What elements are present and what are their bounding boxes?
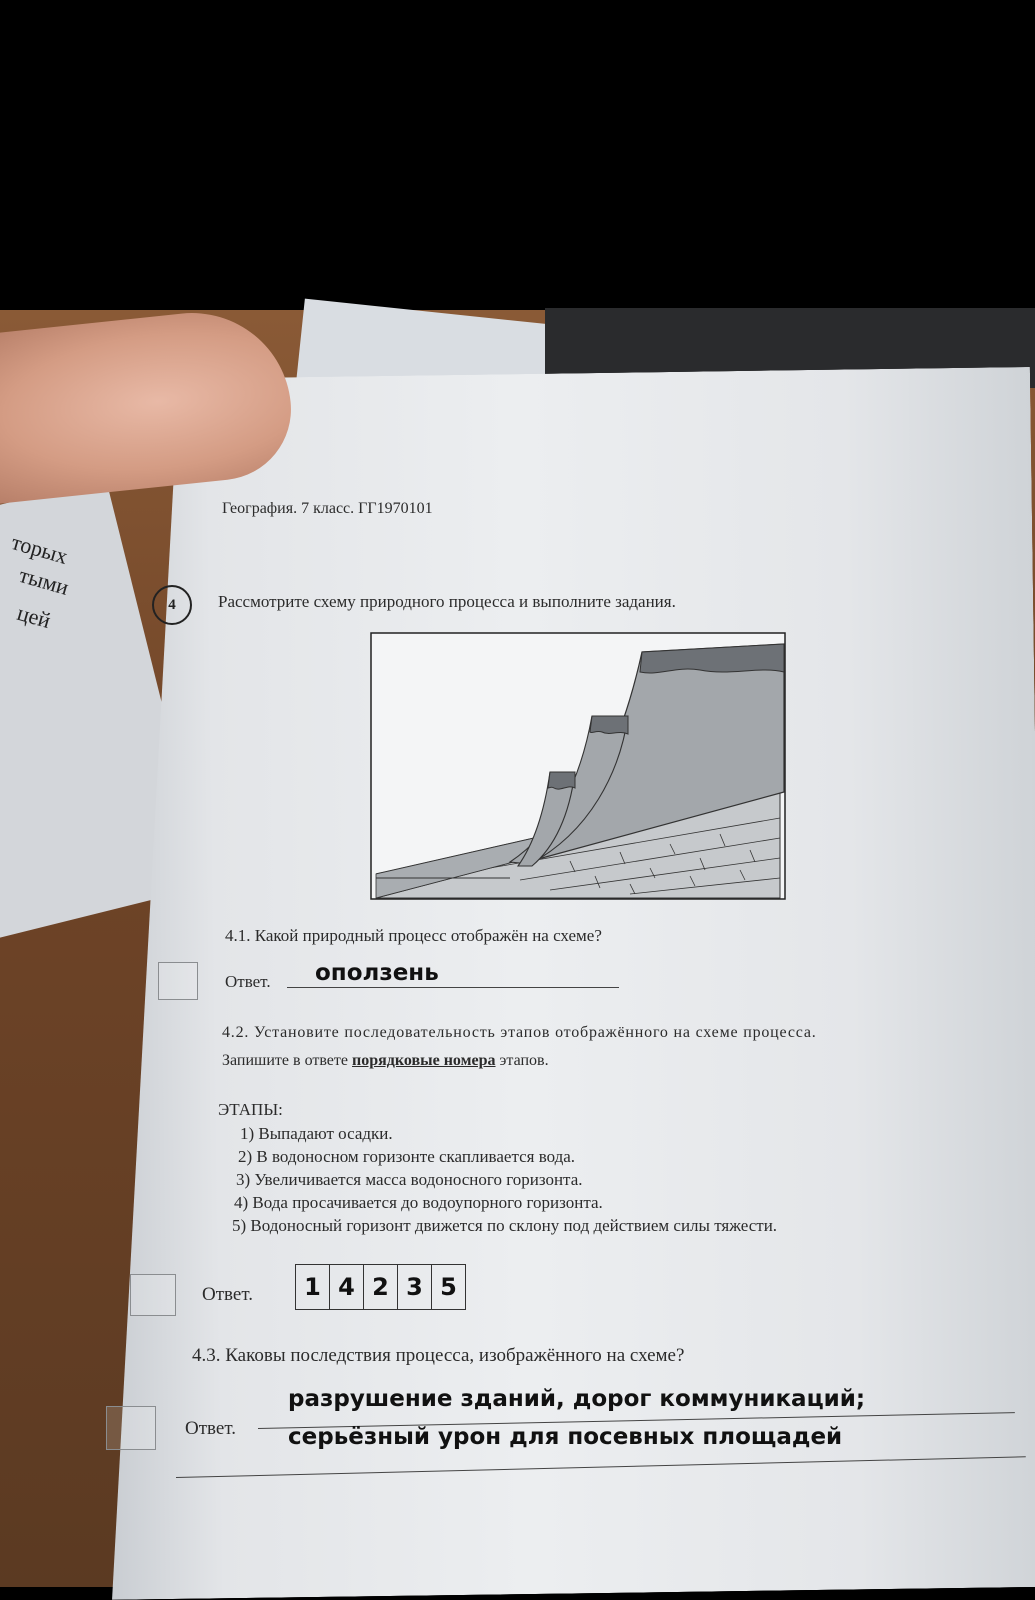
landslide-diagram bbox=[370, 632, 786, 900]
stage-item: 2) В водоносном горизонте скапливается вода. bbox=[238, 1147, 576, 1166]
q42-text-post: этапов. bbox=[495, 1052, 549, 1069]
answer-4-3-line2[interactable]: серьёзный урон для посевных площадей bbox=[288, 1424, 843, 1450]
fragment-text: тыми bbox=[16, 562, 72, 600]
score-box-4-3[interactable] bbox=[106, 1406, 156, 1450]
answer-4-3-line1[interactable]: разрушение зданий, дорог коммуникаций; bbox=[288, 1386, 866, 1412]
page-header: География. 7 класс. ГГ1970101 bbox=[222, 500, 433, 517]
answer-cell[interactable]: 2 bbox=[364, 1265, 398, 1309]
q42-text-bold: порядковые номера bbox=[352, 1052, 496, 1069]
stages-heading: ЭТАПЫ: bbox=[218, 1100, 283, 1119]
question-4-3: 4.3. Каковы последствия процесса, изображённого на схеме? bbox=[192, 1345, 685, 1366]
answer-cell[interactable]: 5 bbox=[440, 1273, 457, 1301]
answer-label-4-1: Ответ. bbox=[225, 972, 271, 991]
stage-item: 3) Увеличивается масса водоносного горизонта. bbox=[236, 1170, 583, 1189]
answer-cell[interactable]: 1 bbox=[296, 1265, 330, 1309]
answer-line-4-1 bbox=[287, 987, 619, 988]
black-masked-area bbox=[0, 0, 1035, 310]
task-number-badge: 4 bbox=[152, 585, 192, 625]
question-4-1: 4.1. Какой природный процесс отображён на схеме? bbox=[225, 926, 602, 945]
fragment-text: цей bbox=[14, 599, 54, 634]
score-box-4-2[interactable] bbox=[130, 1274, 176, 1316]
task-intro: Рассмотрите схему природного процесса и выполните задания. bbox=[218, 592, 676, 611]
answer-label-4-3: Ответ. bbox=[185, 1418, 236, 1439]
answer-label-4-2: Ответ. bbox=[202, 1284, 253, 1305]
stage-item: 1) Выпадают осадки. bbox=[240, 1124, 393, 1143]
answer-cell[interactable]: 4 bbox=[330, 1265, 364, 1309]
score-box-4-1[interactable] bbox=[158, 962, 198, 1000]
stage-item: 5) Водоносный горизонт движется по склону под действием силы тяжести. bbox=[232, 1216, 778, 1235]
question-4-2-line2 bbox=[222, 1052, 549, 1070]
fragment-text: торых bbox=[8, 529, 71, 569]
q42-text-pre: Запишите в ответе bbox=[222, 1052, 352, 1069]
answer-cell[interactable]: 3 bbox=[398, 1265, 432, 1309]
answer-grid-4-2[interactable] bbox=[295, 1264, 466, 1310]
stage-item: 4) Вода просачивается до водоупорного горизонта. bbox=[234, 1193, 603, 1212]
answer-4-1[interactable]: оползень bbox=[315, 960, 439, 986]
question-4-2-line1: 4.2. Установите последовательность этапов отображённого на схеме процесса. bbox=[222, 1024, 817, 1041]
